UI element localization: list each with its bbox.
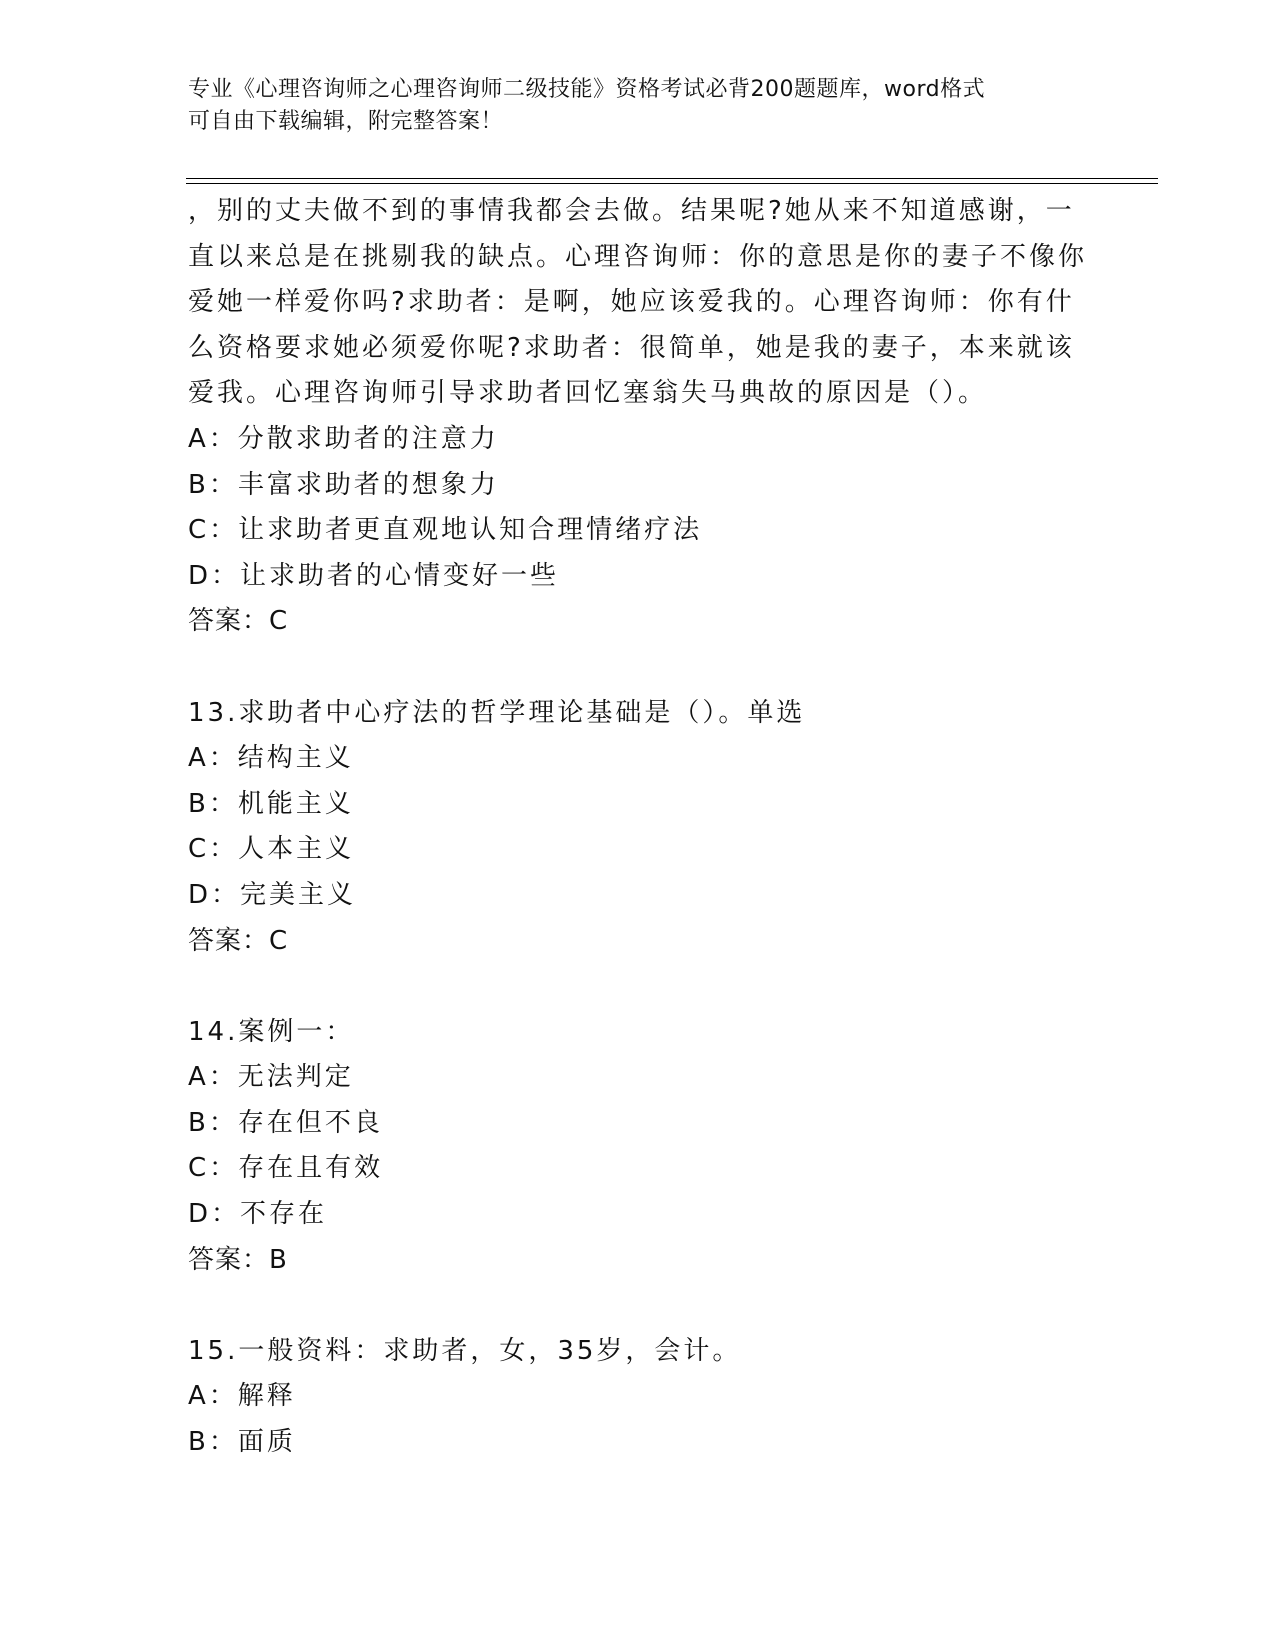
answer: 答案：B — [188, 1244, 288, 1275]
header-title-line2: 可自由下载编辑，附完整答案！ — [188, 109, 504, 134]
option-d: D：完美主义 — [188, 879, 357, 910]
question-stem: 15.一般资料：求助者，女，35岁，会计。 — [188, 1335, 742, 1366]
option-b: B：面质 — [188, 1427, 296, 1458]
option-a: A：分散求助者的注意力 — [188, 423, 499, 454]
question-stem: ，别的丈夫做不到的事情我都会去做。结果呢?她从来不知道感谢，一直以来总是在挑剔我的缺点。心理咨询师：你的意思是你的妻子不像你爱她一样爱你吗?求助者：是啊，她应该爱我的。心理咨询师：你有什么资格要求她必须爱你呢?求助者：很简单，她是我的妻子，本来就该爱我。心理咨询师引导求助者回忆塞翁失马典故的原因是（）。 — [188, 196, 1088, 409]
option-c: C：人本主义 — [188, 834, 355, 865]
header-title-line1: 专业《心理咨询师之心理咨询师二级技能》资格考试必背200题题库，word格式 — [188, 77, 986, 102]
question-12 — [188, 189, 1088, 645]
option-a: A：解释 — [188, 1381, 296, 1412]
option-d: D：让求助者的心情变好一些 — [188, 560, 560, 591]
spacer — [188, 645, 1088, 691]
option-c: C：存在且有效 — [188, 1153, 384, 1184]
question-stem: 14.案例一： — [188, 1016, 355, 1047]
document-header — [188, 74, 1088, 138]
answer: 答案：C — [188, 925, 289, 956]
question-15 — [188, 1329, 1088, 1466]
option-b: B：丰富求助者的想象力 — [188, 469, 499, 500]
question-14 — [188, 1010, 1088, 1284]
option-a: A：结构主义 — [188, 743, 354, 774]
option-b: B：机能主义 — [188, 788, 354, 819]
option-c: C：让求助者更直观地认知合理情绪疗法 — [188, 515, 703, 546]
option-b: B：存在但不良 — [188, 1107, 383, 1138]
answer: 答案：C — [188, 606, 289, 637]
question-stem: 13.求助者中心疗法的哲学理论基础是（）。单选 — [188, 697, 806, 728]
spacer — [188, 1283, 1088, 1329]
question-list — [188, 189, 1088, 1466]
option-d: D：不存在 — [188, 1199, 328, 1230]
header-divider-bottom — [186, 183, 1158, 184]
question-13 — [188, 691, 1088, 965]
header-divider-top — [186, 178, 1158, 179]
option-a: A：无法判定 — [188, 1062, 354, 1093]
spacer — [188, 964, 1088, 1010]
